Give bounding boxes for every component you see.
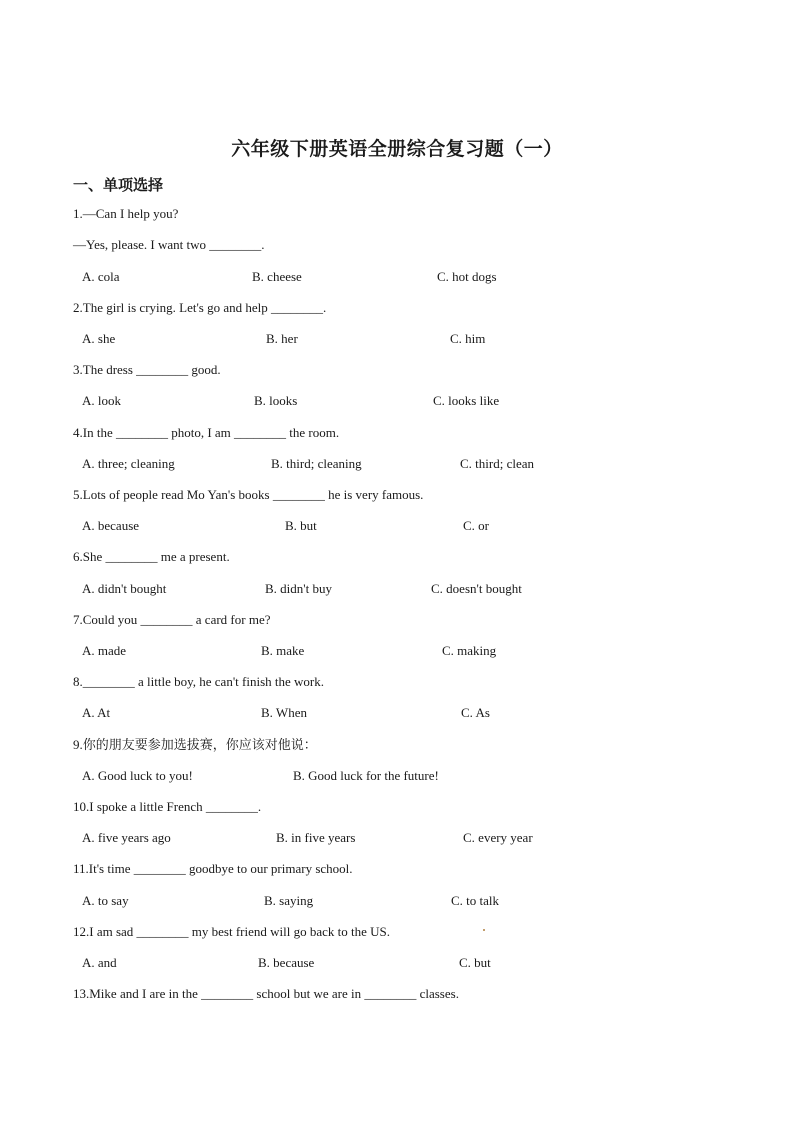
question-2-text: 2.The girl is crying. Let's go and help ________. xyxy=(73,300,327,315)
question-11-option-c: C. to talk xyxy=(451,893,500,908)
question-5-text: 5.Lots of people read Mo Yan's books ________ he is very famous. xyxy=(73,487,424,502)
question-10-option-c: C. every year xyxy=(463,830,533,845)
question-5-option-c: C. or xyxy=(463,518,489,533)
section-heading: 一、单项选择 xyxy=(73,176,164,194)
question-3-text: 3.The dress ________ good. xyxy=(73,362,221,377)
question-12-text: 12.I am sad ________ my best friend will go back to the US. xyxy=(73,924,391,939)
page-title: 六年级下册英语全册综合复习题（一） xyxy=(231,138,563,160)
question-9-option-a: A. Good luck to you! xyxy=(82,768,193,783)
question-8-text: 8.________ a little boy, he can't finish the work. xyxy=(73,674,324,689)
question-8-option-b: B. When xyxy=(261,705,307,720)
question-4-option-a: A. three; cleaning xyxy=(82,456,175,471)
question-7-option-b: B. make xyxy=(261,643,305,658)
question-7-option-a: A. made xyxy=(82,643,127,658)
question-10-text: 10.I spoke a little French ________. xyxy=(73,799,262,814)
question-6-option-b: B. didn't buy xyxy=(265,581,332,596)
question-4-option-b: B. third; cleaning xyxy=(271,456,362,471)
question-2-option-a: A. she xyxy=(82,331,116,346)
question-11-option-b: B. saying xyxy=(264,893,314,908)
question-11-text: 11.It's time ________ goodbye to our primary school. xyxy=(73,861,353,876)
question-9-option-b: B. Good luck for the future! xyxy=(293,768,439,783)
question-6-option-a: A. didn't bought xyxy=(82,581,167,596)
question-2-option-c: C. him xyxy=(450,331,486,346)
question-1-text: —Yes, please. I want two ________. xyxy=(73,237,265,252)
stray-mark xyxy=(483,929,485,931)
question-6-text: 6.She ________ me a present. xyxy=(73,549,230,564)
question-10-option-a: A. five years ago xyxy=(82,830,171,845)
question-4-option-c: C. third; clean xyxy=(460,456,535,471)
question-3-option-a: A. look xyxy=(82,393,121,408)
question-4-text: 4.In the ________ photo, I am ________ the room. xyxy=(73,425,340,440)
question-7-text: 7.Could you ________ a card for me? xyxy=(73,612,271,627)
question-11-option-a: A. to say xyxy=(82,893,129,908)
question-1-text: 1.—Can I help you? xyxy=(73,206,179,221)
question-2-option-b: B. her xyxy=(266,331,298,346)
question-12-option-b: B. because xyxy=(258,955,315,970)
question-9-text: 9.你的朋友要参加选拔赛，你应该对他说： xyxy=(73,737,317,752)
question-8-option-a: A. At xyxy=(82,705,111,720)
question-1-option-a: A. cola xyxy=(82,269,120,284)
question-7-option-c: C. making xyxy=(442,643,497,658)
question-1-option-c: C. hot dogs xyxy=(437,269,497,284)
question-8-option-c: C. As xyxy=(461,705,490,720)
question-10-option-b: B. in five years xyxy=(276,830,356,845)
question-6-option-c: C. doesn't bought xyxy=(431,581,522,596)
question-12-option-c: C. but xyxy=(459,955,491,970)
question-3-option-b: B. looks xyxy=(254,393,298,408)
question-3-option-c: C. looks like xyxy=(433,393,500,408)
question-5-option-a: A. because xyxy=(82,518,140,533)
question-1-option-b: B. cheese xyxy=(252,269,302,284)
question-13-text: 13.Mike and I are in the ________ school but we are in ________ classes. xyxy=(73,986,459,1001)
question-12-option-a: A. and xyxy=(82,955,117,970)
question-5-option-b: B. but xyxy=(285,518,317,533)
